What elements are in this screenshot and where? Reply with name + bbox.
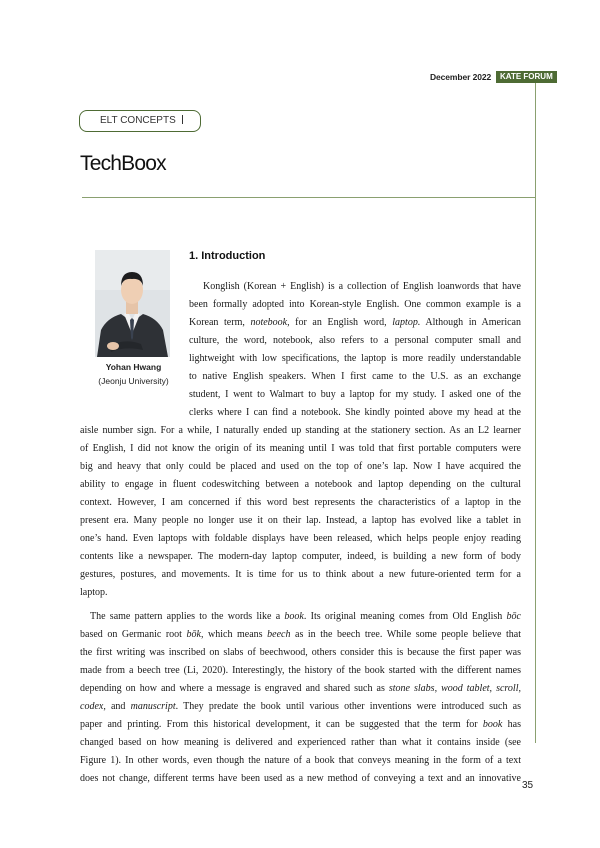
body-line: made from a beech tree (Li, 2020). Interestingly, the history of the book started with the different names — [80, 665, 521, 676]
body-line: Figure 1). In other words, even though the nature of a book that conveys meaning in the form of a text — [80, 755, 521, 766]
section-label — [79, 110, 201, 132]
body-line: laptop. — [80, 587, 108, 598]
body-line: Konglish (Korean + English) is a collection of English loanwords that have — [203, 281, 521, 292]
body-line: Korean term, notebook, for an English word, laptop. Although in American — [189, 317, 521, 328]
journal-badge: KATE FORUM — [496, 71, 557, 83]
page-number: 35 — [522, 780, 534, 791]
section-heading-introduction: 1. Introduction — [189, 250, 266, 262]
body-line: depending on how and where a message is engraved and shared such as stone slabs, wood tablet, scroll, — [80, 683, 521, 694]
body-line: of English, I did not know the origin of its meaning until I was told that first portable computers were — [80, 443, 521, 454]
body-line: gestures, postures, and movements. It is time for us to think about a new future-oriented term for a — [80, 569, 521, 580]
body-line: been formally adopted into Korean-style English. One common example is a — [189, 299, 521, 310]
body-line: present era. Many people no longer use it on their lap. Instead, a laptop has evolved like a tablet in — [80, 515, 521, 526]
body-line: one’s hand. Even laptops with foldable displays have been released, which helps people enjoy reading — [80, 533, 521, 544]
body-line: culture, the word, notebook, also refers to a personal computer small and — [189, 335, 521, 346]
body-line: to native English speakers. When I first came to the U.S. as an exchange — [189, 371, 521, 382]
page-title: TechBoox — [80, 152, 166, 175]
body-line: does not change, different terms have been used as a new method of conveying a text and an innovative — [80, 773, 521, 784]
section-label-bar — [182, 115, 184, 124]
author-affiliation: (Jeonju University) — [98, 376, 169, 386]
body-line: based on Germanic root bōk, which means beech as in the beech tree. While some people believe that — [80, 629, 521, 640]
body-line: ability to engage in fluent codeswitching between a notebook and laptop depending on the cultural — [80, 479, 521, 490]
body-line: student, I went to Walmart to buy a laptop for my study. I asked one of the — [189, 389, 521, 400]
body-line: aisle number sign. For a while, I naturally ended up standing at the stationery section. As an L2 learner — [80, 425, 521, 436]
body-line: context. However, I am concerned if this word best represents the characteristics of a laptop in the — [80, 497, 521, 508]
margin-rule-vertical — [535, 83, 536, 743]
section-label-text: ELT CONCEPTS — [100, 115, 176, 126]
body-line: contents like a newspaper. The modern-day laptop computer, indeed, is building a new form of body — [80, 551, 521, 562]
body-line: codex, and manuscript. They predate the book until various other inventions were introduced such as — [80, 701, 521, 712]
author-name: Yohan Hwang — [105, 362, 162, 372]
body-line: the first writing was inscribed on slabs of beechwood, others consider this is because the first paper was — [80, 647, 521, 658]
issue-date: December 2022 — [430, 72, 492, 82]
body-line: clerks where I can find a notebook. She kindly pointed above my head at the — [189, 407, 521, 418]
body-line: paper and printing. From this historical development, it can be suggested that the term for book has — [80, 719, 521, 730]
body-line: lightweight with low specifications, the laptop is more readily understandable — [189, 353, 521, 364]
title-rule-horizontal — [82, 197, 536, 198]
author-portrait-icon — [95, 250, 170, 357]
body-line: big and heavy that only could be placed and used on the top of one’s lap. Now I have acquired the — [80, 461, 521, 472]
author-photo — [95, 250, 170, 357]
body-line: The same pattern applies to the words like a book. Its original meaning comes from Old English bōc — [90, 611, 521, 622]
body-line: changed based on how meaning is delivered and experienced rather than what it contains inside (see — [80, 737, 521, 748]
